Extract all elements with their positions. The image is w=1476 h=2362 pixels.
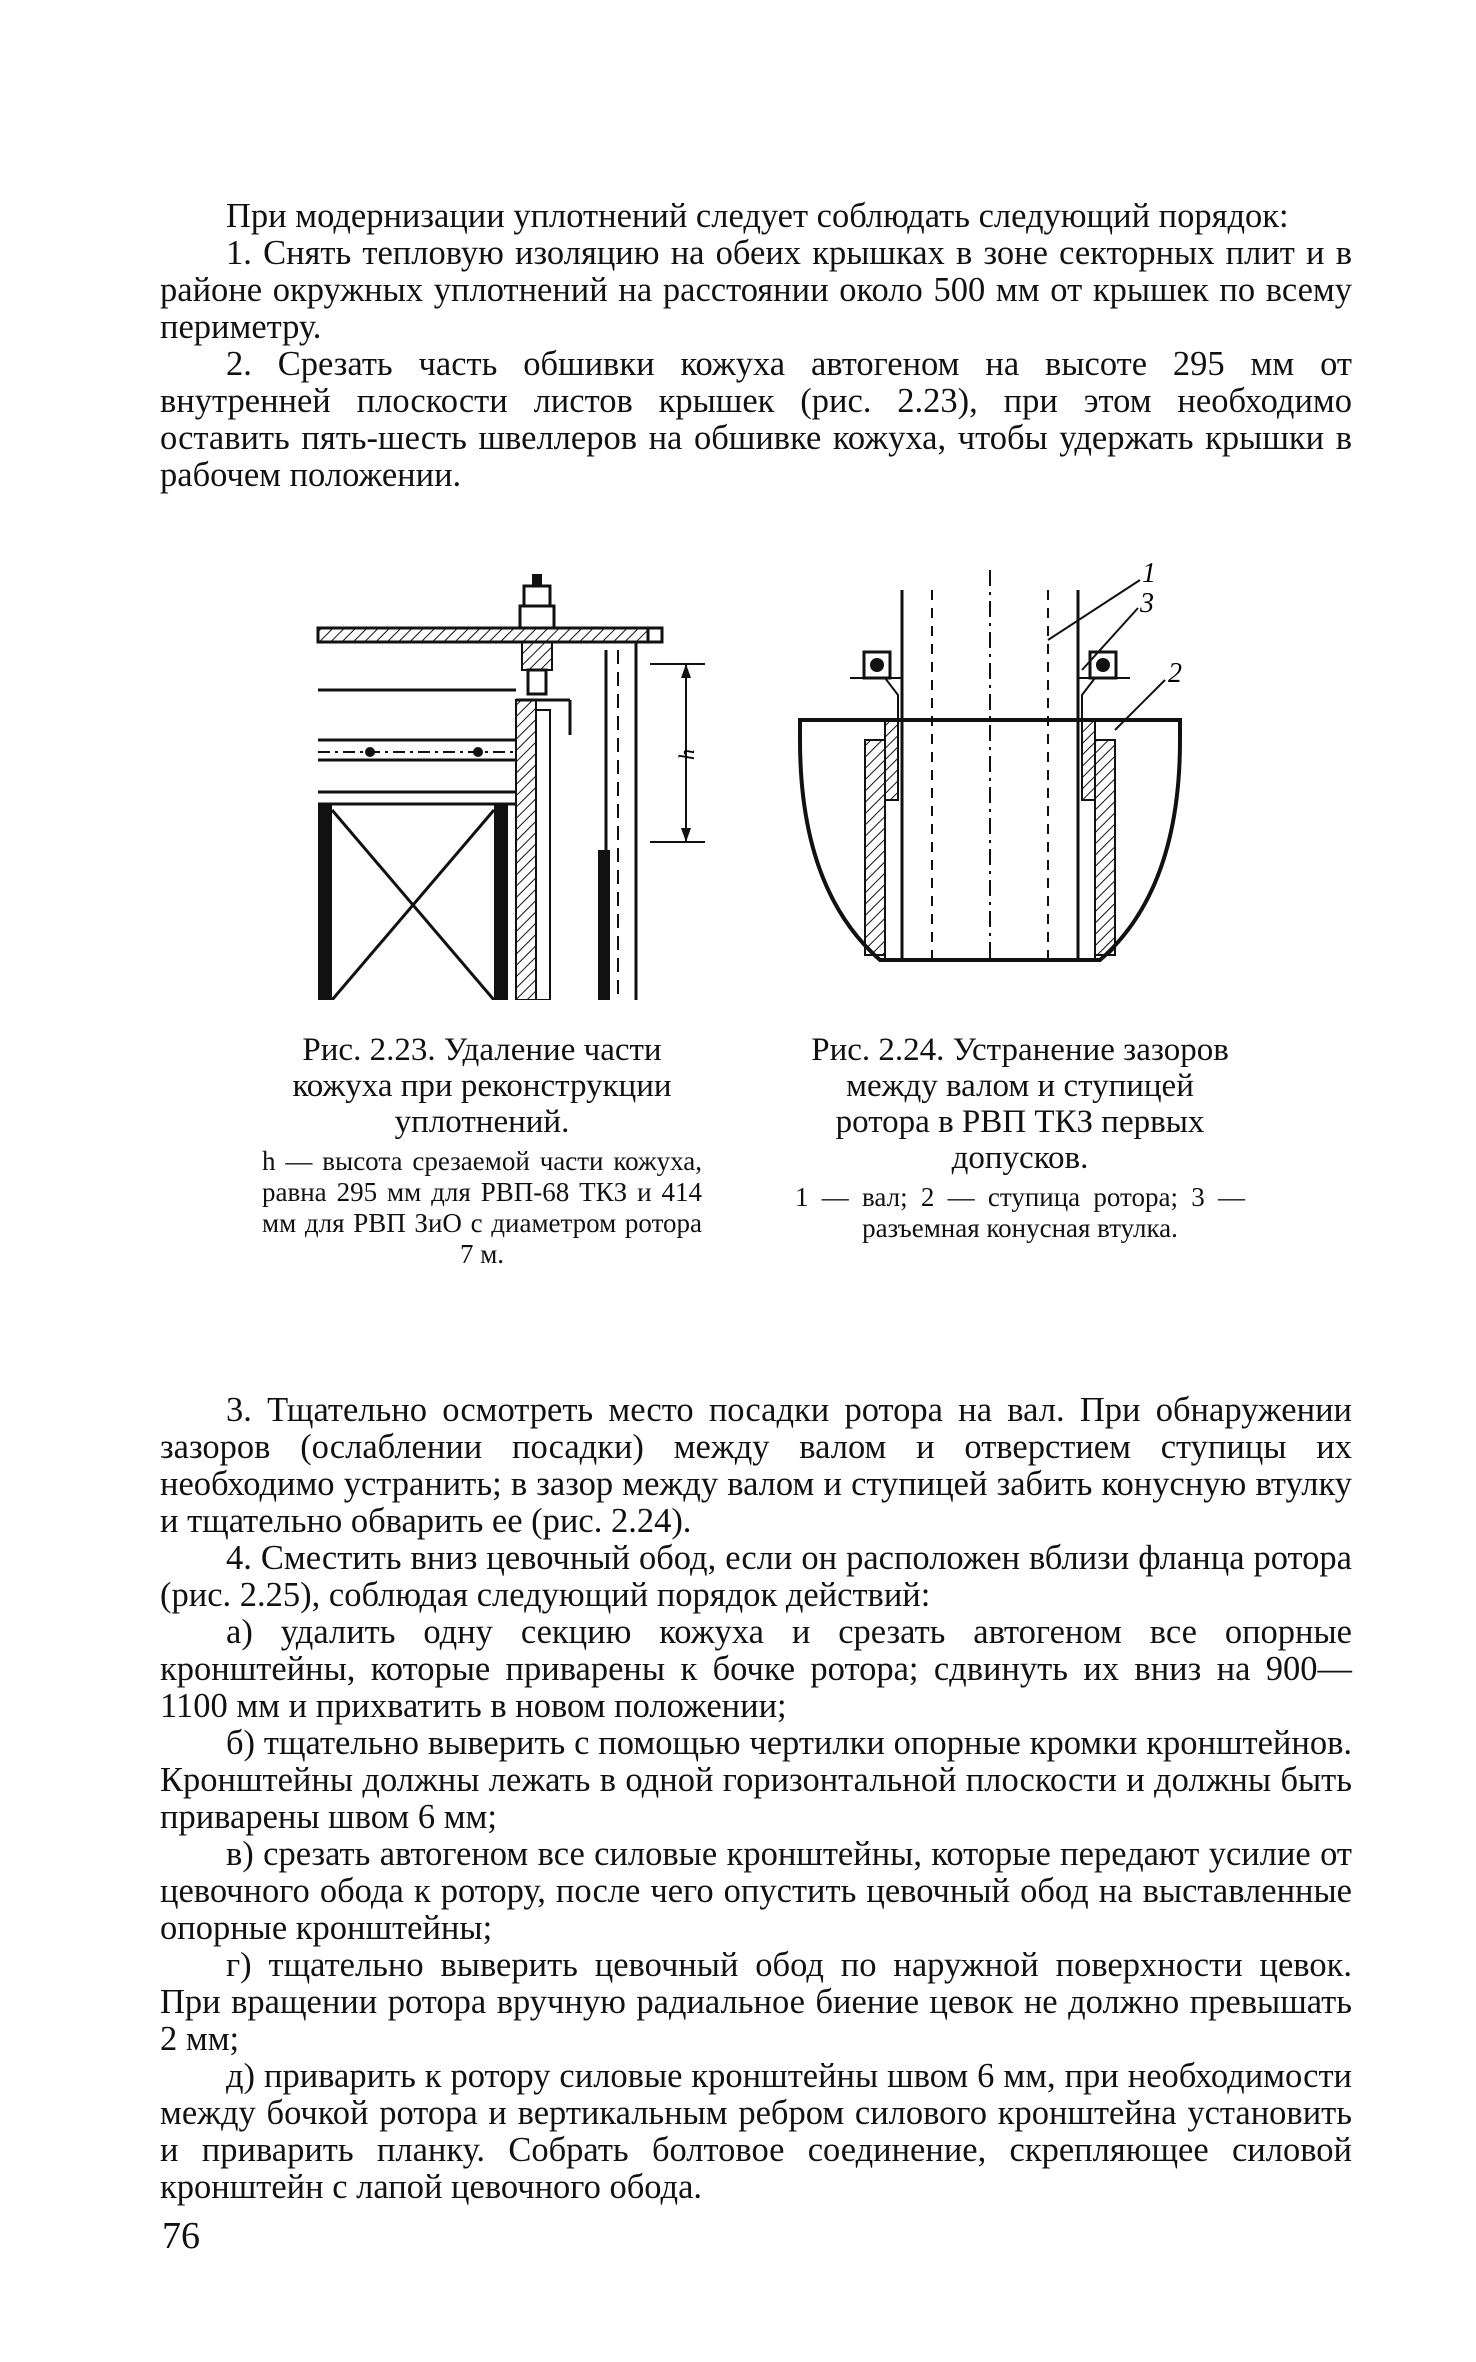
step-4g: г) тщательно выверить цевочный обод по наружной поверхности цевок. При вращении ротора вручную радиальное биение цевок не должно превышать 2 мм; <box>160 1946 1352 2058</box>
intro-text <box>160 198 1352 494</box>
step-4v: в) срезать автогеном все силовые кронштейны, которые передают усилие от цевочного обода к ротору, после чего опустить цевочный обод на выставленные опорные кронштейны; <box>160 1835 1352 1947</box>
label-2: 2 <box>1168 658 1182 689</box>
figure-2-24-drawing <box>790 560 1190 1000</box>
figure-2-24-caption <box>795 1032 1245 1244</box>
step-4d: д) приварить к ротору силовые кронштейны швом 6 мм, при необходимости между бочкой ротора и вертикальным ребром силового кронштейна установить и приварить планку. Собрать болтовое соединение, скрепляющее силовой кронштейн с лапой цевочного обода. <box>160 2057 1352 2206</box>
figure-2-23-caption <box>262 1032 702 1270</box>
step-2: 2. Срезать часть обшивки кожуха автогеном на высоте 295 мм от внутренней плоскости листов крышек (рис. 2.23), при этом необходимо оставить пять-шесть швеллеров на обшивке кожуха, чтобы удержать крышки в рабочем положении. <box>160 345 1352 494</box>
label-3: 3 <box>1140 588 1154 619</box>
page-number: 76 <box>162 2215 200 2257</box>
figure-2-23-legend: h — высота срезаемой части кожуха, равна 295 мм для РВП-68 ТКЗ и 414 мм для РВП ЗиО с диаметром ротора 7 м. <box>262 1146 702 1269</box>
figure-2-24-legend: 1 — вал; 2 — ступица ротора; 3 — разъемная конусная втулка. <box>795 1182 1245 1243</box>
step-3: 3. Тщательно осмотреть место посадки ротора на вал. При обнаружении зазоров (ослаблении посадки) между валом и отверстием ступицы их необходимо устранить; в зазор между валом и ступицей забить конусную втулку и тщательно обварить ее (рис. 2.24). <box>160 1391 1352 1540</box>
figure-2-24-title: Рис. 2.24. Устранение зазоров между валом и ступицей ротора в РВП ТКЗ первых допусков. <box>811 1032 1229 1176</box>
label-1: 1 <box>1142 560 1156 589</box>
intro-paragraph: При модернизации уплотнений следует соблюдать следующий порядок: <box>226 197 1289 235</box>
step-4: 4. Сместить вниз цевочный обод, если он расположен вблизи фланца ротора (рис. 2.25), соблюдая следующий порядок действий: <box>160 1539 1352 1614</box>
figure-2-23-drawing <box>310 560 710 1000</box>
step-1: 1. Снять тепловую изоляцию на обеих крышках в зоне секторных плит и в районе окружных уплотнений на расстоянии около 500 мм от крышек по всему периметру. <box>160 234 1352 346</box>
step-4b: б) тщательно выверить с помощью чертилки опорные кромки кронштейнов. Кронштейны должны лежать в одной горизонтальной плоскости и должны быть приварены швом 6 мм; <box>160 1724 1352 1836</box>
body-text <box>160 1392 1352 2206</box>
dimension-h-label: h <box>674 749 699 760</box>
step-4a: а) удалить одну секцию кожуха и срезать автогеном все опорные кронштейны, которые приварены к бочке ротора; сдвинуть их вниз на 900—1100 мм и прихватить в новом положении; <box>160 1613 1352 1725</box>
figure-2-23-title: Рис. 2.23. Удаление части кожуха при реконструкции уплотнений. <box>292 1032 672 1140</box>
